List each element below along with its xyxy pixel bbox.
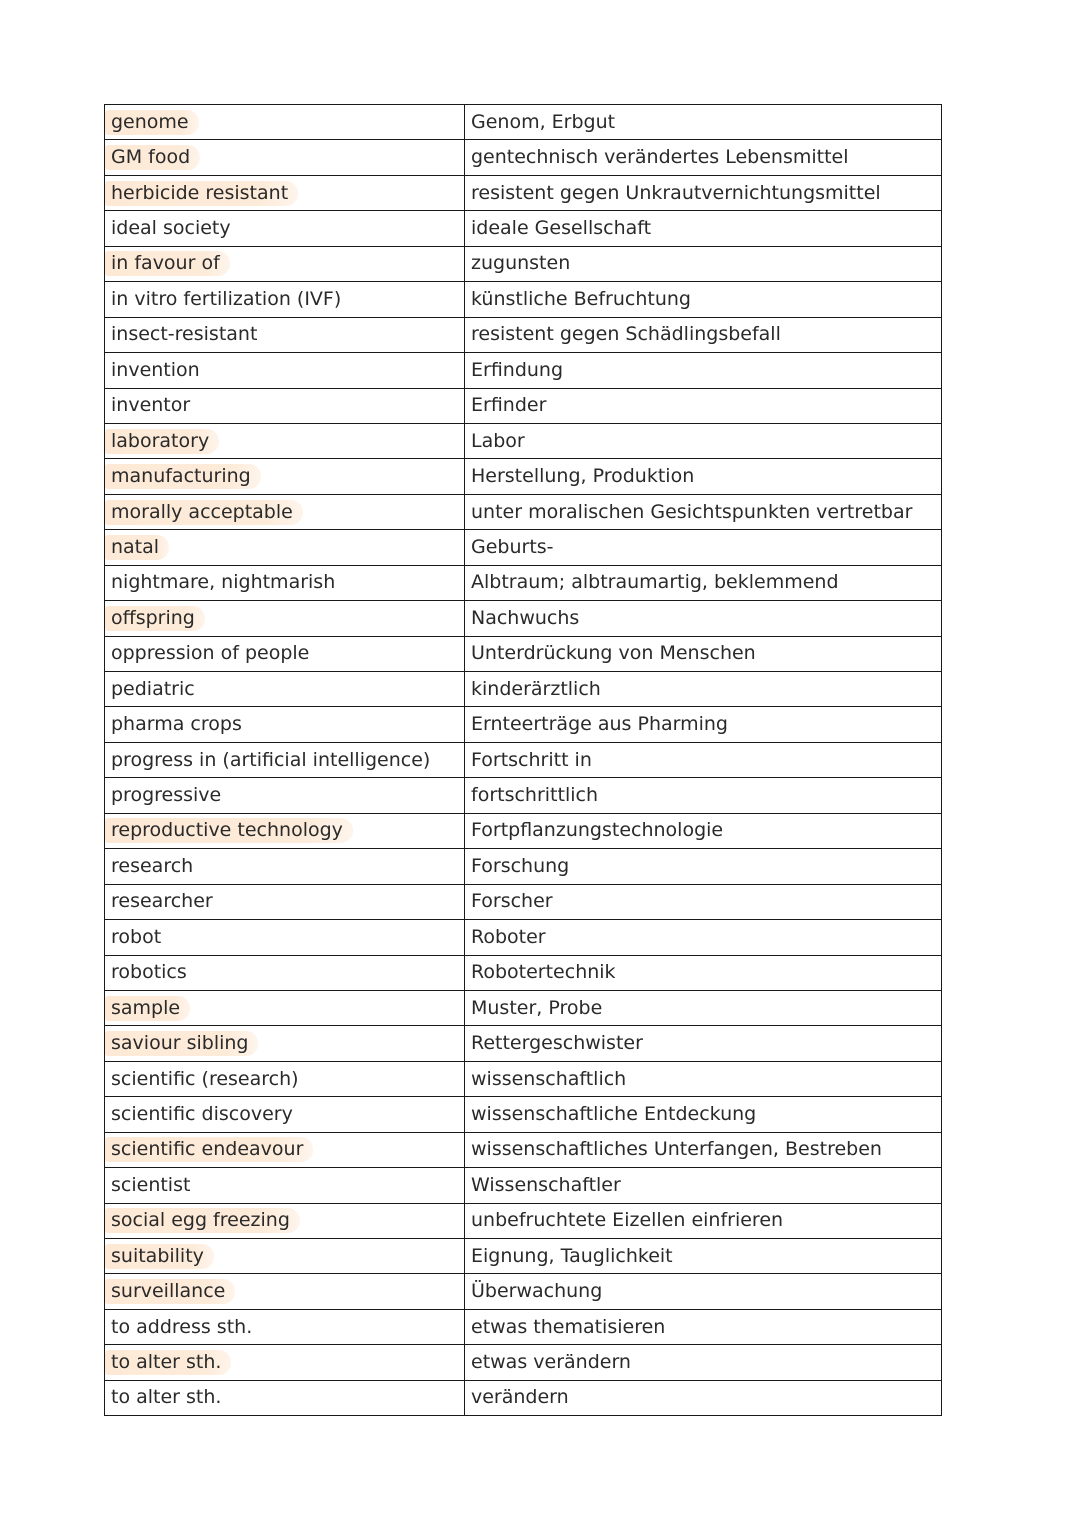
german-translation-cell bbox=[465, 601, 942, 636]
german-translation: Fortschritt in bbox=[471, 748, 592, 771]
table-row bbox=[105, 813, 942, 848]
english-term-cell bbox=[105, 1345, 465, 1380]
german-translation: ideale Gesellschaft bbox=[471, 217, 652, 240]
highlighted-english-term: to alter sth. bbox=[105, 1350, 231, 1375]
table-row bbox=[105, 1274, 942, 1309]
english-term-cell bbox=[105, 813, 465, 848]
table-row bbox=[105, 742, 942, 777]
english-term-cell bbox=[105, 353, 465, 388]
table-row bbox=[105, 565, 942, 600]
english-term: research bbox=[111, 854, 194, 877]
german-translation: Erfindung bbox=[471, 358, 564, 381]
german-translation-cell bbox=[465, 1309, 942, 1344]
german-translation: resistent gegen Schädlingsbefall bbox=[471, 323, 781, 346]
table-row bbox=[105, 282, 942, 317]
english-term-cell bbox=[105, 1026, 465, 1061]
english-term-cell bbox=[105, 459, 465, 494]
english-term-cell bbox=[105, 1274, 465, 1309]
english-term-cell bbox=[105, 530, 465, 565]
table-row bbox=[105, 175, 942, 210]
table-row bbox=[105, 601, 942, 636]
german-translation: Fortpflanzungstechnologie bbox=[471, 819, 724, 842]
english-term-cell bbox=[105, 636, 465, 671]
table-row bbox=[105, 211, 942, 246]
highlighted-english-term: scientific endeavour bbox=[105, 1137, 313, 1162]
english-term-cell bbox=[105, 990, 465, 1025]
english-term-cell bbox=[105, 388, 465, 423]
table-row bbox=[105, 884, 942, 919]
table-row bbox=[105, 990, 942, 1025]
english-term: to alter sth. bbox=[111, 1386, 222, 1409]
table-row bbox=[105, 955, 942, 990]
german-translation-cell bbox=[465, 105, 942, 140]
english-term: scientific (research) bbox=[111, 1067, 299, 1090]
german-translation-cell bbox=[465, 990, 942, 1025]
english-term-cell bbox=[105, 742, 465, 777]
english-term-cell bbox=[105, 317, 465, 352]
german-translation-cell bbox=[465, 1274, 942, 1309]
english-term-cell bbox=[105, 849, 465, 884]
english-term: ideal society bbox=[111, 217, 231, 240]
german-translation-cell bbox=[465, 175, 942, 210]
english-term-cell bbox=[105, 1097, 465, 1132]
german-translation-cell bbox=[465, 1061, 942, 1096]
table-row bbox=[105, 1026, 942, 1061]
german-translation-cell bbox=[465, 1168, 942, 1203]
table-row bbox=[105, 530, 942, 565]
german-translation-cell bbox=[465, 955, 942, 990]
german-translation: Eignung, Tauglichkeit bbox=[471, 1244, 673, 1267]
table-row bbox=[105, 1061, 942, 1096]
german-translation-cell bbox=[465, 1203, 942, 1238]
table-row bbox=[105, 140, 942, 175]
english-term-cell bbox=[105, 672, 465, 707]
vocabulary-table bbox=[104, 104, 942, 1416]
german-translation: Robotertechnik bbox=[471, 961, 616, 984]
english-term: pediatric bbox=[111, 677, 195, 700]
german-translation-cell bbox=[465, 140, 942, 175]
highlighted-english-term: herbicide resistant bbox=[105, 181, 298, 206]
highlighted-english-term: morally acceptable bbox=[105, 500, 303, 525]
german-translation-cell bbox=[465, 884, 942, 919]
english-term: nightmare, nightmarish bbox=[111, 571, 336, 594]
highlighted-english-term: genome bbox=[105, 110, 199, 135]
table-row bbox=[105, 1345, 942, 1380]
german-translation: Unterdrückung von Menschen bbox=[471, 642, 756, 665]
english-term: robot bbox=[111, 925, 162, 948]
german-translation-cell bbox=[465, 1380, 942, 1415]
german-translation: unter moralischen Gesichtspunkten vertretbar bbox=[471, 500, 913, 523]
table-row bbox=[105, 920, 942, 955]
table-row bbox=[105, 1132, 942, 1167]
german-translation: Nachwuchs bbox=[471, 606, 580, 629]
highlighted-english-term: GM food bbox=[105, 145, 200, 170]
table-row bbox=[105, 105, 942, 140]
german-translation: verändern bbox=[471, 1386, 569, 1409]
english-term: insect-resistant bbox=[111, 323, 258, 346]
table-row bbox=[105, 353, 942, 388]
german-translation-cell bbox=[465, 1239, 942, 1274]
english-term-cell bbox=[105, 1380, 465, 1415]
table-row bbox=[105, 388, 942, 423]
table-row bbox=[105, 317, 942, 352]
german-translation: etwas verändern bbox=[471, 1351, 631, 1374]
english-term: researcher bbox=[111, 890, 213, 913]
german-translation-cell bbox=[465, 1345, 942, 1380]
english-term-cell bbox=[105, 884, 465, 919]
table-row bbox=[105, 672, 942, 707]
german-translation-cell bbox=[465, 282, 942, 317]
german-translation-cell bbox=[465, 353, 942, 388]
german-translation: Albtraum; albtraumartig, beklemmend bbox=[471, 571, 839, 594]
german-translation-cell bbox=[465, 813, 942, 848]
german-translation-cell bbox=[465, 742, 942, 777]
english-term-cell bbox=[105, 920, 465, 955]
german-translation-cell bbox=[465, 920, 942, 955]
english-term: to address sth. bbox=[111, 1315, 253, 1338]
table-row bbox=[105, 423, 942, 458]
german-translation-cell bbox=[465, 459, 942, 494]
english-term: scientist bbox=[111, 1173, 191, 1196]
german-translation-cell bbox=[465, 565, 942, 600]
german-translation: Muster, Probe bbox=[471, 996, 603, 1019]
highlighted-english-term: in favour of bbox=[105, 251, 230, 276]
english-term: pharma crops bbox=[111, 713, 242, 736]
english-term: robotics bbox=[111, 961, 187, 984]
german-translation: wissenschaftliches Unterfangen, Bestreben bbox=[471, 1138, 882, 1161]
highlighted-english-term: sample bbox=[105, 996, 190, 1021]
highlighted-english-term: offspring bbox=[105, 606, 205, 631]
german-translation: zugunsten bbox=[471, 252, 571, 275]
german-translation: wissenschaftlich bbox=[471, 1067, 627, 1090]
german-translation: Rettergeschwister bbox=[471, 1032, 643, 1055]
german-translation-cell bbox=[465, 707, 942, 742]
german-translation-cell bbox=[465, 1097, 942, 1132]
german-translation: unbefruchtete Eizellen einfrieren bbox=[471, 1209, 784, 1232]
german-translation-cell bbox=[465, 388, 942, 423]
english-term-cell bbox=[105, 707, 465, 742]
table-row bbox=[105, 1097, 942, 1132]
german-translation: Erfinder bbox=[471, 394, 547, 417]
english-term-cell bbox=[105, 175, 465, 210]
highlighted-english-term: manufacturing bbox=[105, 464, 261, 489]
german-translation: Geburts- bbox=[471, 535, 554, 558]
english-term-cell bbox=[105, 246, 465, 281]
german-translation-cell bbox=[465, 778, 942, 813]
german-translation: Genom, Erbgut bbox=[471, 110, 616, 133]
german-translation: Wissenschaftler bbox=[471, 1173, 621, 1196]
table-row bbox=[105, 459, 942, 494]
english-term-cell bbox=[105, 282, 465, 317]
german-translation: fortschrittlich bbox=[471, 784, 598, 807]
english-term-cell bbox=[105, 105, 465, 140]
german-translation-cell bbox=[465, 494, 942, 529]
german-translation: resistent gegen Unkrautvernichtungsmittel bbox=[471, 181, 881, 204]
german-translation: künstliche Befruchtung bbox=[471, 287, 691, 310]
english-term-cell bbox=[105, 211, 465, 246]
english-term-cell bbox=[105, 955, 465, 990]
english-term-cell bbox=[105, 1061, 465, 1096]
english-term-cell bbox=[105, 1203, 465, 1238]
english-term: progressive bbox=[111, 784, 222, 807]
english-term-cell bbox=[105, 1132, 465, 1167]
table-row bbox=[105, 246, 942, 281]
english-term: inventor bbox=[111, 394, 191, 417]
german-translation: Überwachung bbox=[471, 1280, 603, 1303]
german-translation-cell bbox=[465, 530, 942, 565]
german-translation-cell bbox=[465, 672, 942, 707]
german-translation: Herstellung, Produktion bbox=[471, 465, 695, 488]
german-translation: gentechnisch verändertes Lebensmittel bbox=[471, 146, 849, 169]
english-term: progress in (artificial intelligence) bbox=[111, 748, 431, 771]
english-term-cell bbox=[105, 1168, 465, 1203]
english-term-cell bbox=[105, 494, 465, 529]
table-row bbox=[105, 494, 942, 529]
english-term-cell bbox=[105, 1239, 465, 1274]
highlighted-english-term: surveillance bbox=[105, 1279, 235, 1304]
german-translation-cell bbox=[465, 1026, 942, 1061]
english-term: in vitro fertilization (IVF) bbox=[111, 287, 342, 310]
highlighted-english-term: social egg freezing bbox=[105, 1208, 300, 1233]
table-row bbox=[105, 778, 942, 813]
english-term-cell bbox=[105, 601, 465, 636]
german-translation-cell bbox=[465, 423, 942, 458]
table-row bbox=[105, 849, 942, 884]
german-translation-cell bbox=[465, 211, 942, 246]
german-translation: wissenschaftliche Entdeckung bbox=[471, 1102, 757, 1125]
english-term-cell bbox=[105, 140, 465, 175]
german-translation: etwas thematisieren bbox=[471, 1315, 666, 1338]
table-row bbox=[105, 1203, 942, 1238]
german-translation-cell bbox=[465, 636, 942, 671]
english-term-cell bbox=[105, 565, 465, 600]
english-term-cell bbox=[105, 778, 465, 813]
english-term: scientific discovery bbox=[111, 1102, 293, 1125]
table-row bbox=[105, 1380, 942, 1415]
table-row bbox=[105, 1239, 942, 1274]
english-term-cell bbox=[105, 1309, 465, 1344]
german-translation-cell bbox=[465, 246, 942, 281]
german-translation: kinderärztlich bbox=[471, 677, 601, 700]
highlighted-english-term: suitability bbox=[105, 1244, 214, 1269]
highlighted-english-term: natal bbox=[105, 535, 169, 560]
vocabulary-table-body bbox=[105, 105, 942, 1416]
german-translation: Forschung bbox=[471, 854, 570, 877]
english-term: invention bbox=[111, 358, 200, 381]
english-term: oppression of people bbox=[111, 642, 310, 665]
german-translation: Roboter bbox=[471, 925, 546, 948]
table-row bbox=[105, 1309, 942, 1344]
table-row bbox=[105, 636, 942, 671]
german-translation-cell bbox=[465, 849, 942, 884]
german-translation-cell bbox=[465, 317, 942, 352]
table-row bbox=[105, 1168, 942, 1203]
german-translation: Forscher bbox=[471, 890, 553, 913]
highlighted-english-term: reproductive technology bbox=[105, 818, 353, 843]
highlighted-english-term: saviour sibling bbox=[105, 1031, 258, 1056]
table-row bbox=[105, 707, 942, 742]
german-translation: Ernteerträge aus Pharming bbox=[471, 713, 728, 736]
highlighted-english-term: laboratory bbox=[105, 429, 219, 454]
german-translation-cell bbox=[465, 1132, 942, 1167]
english-term-cell bbox=[105, 423, 465, 458]
german-translation: Labor bbox=[471, 429, 525, 452]
